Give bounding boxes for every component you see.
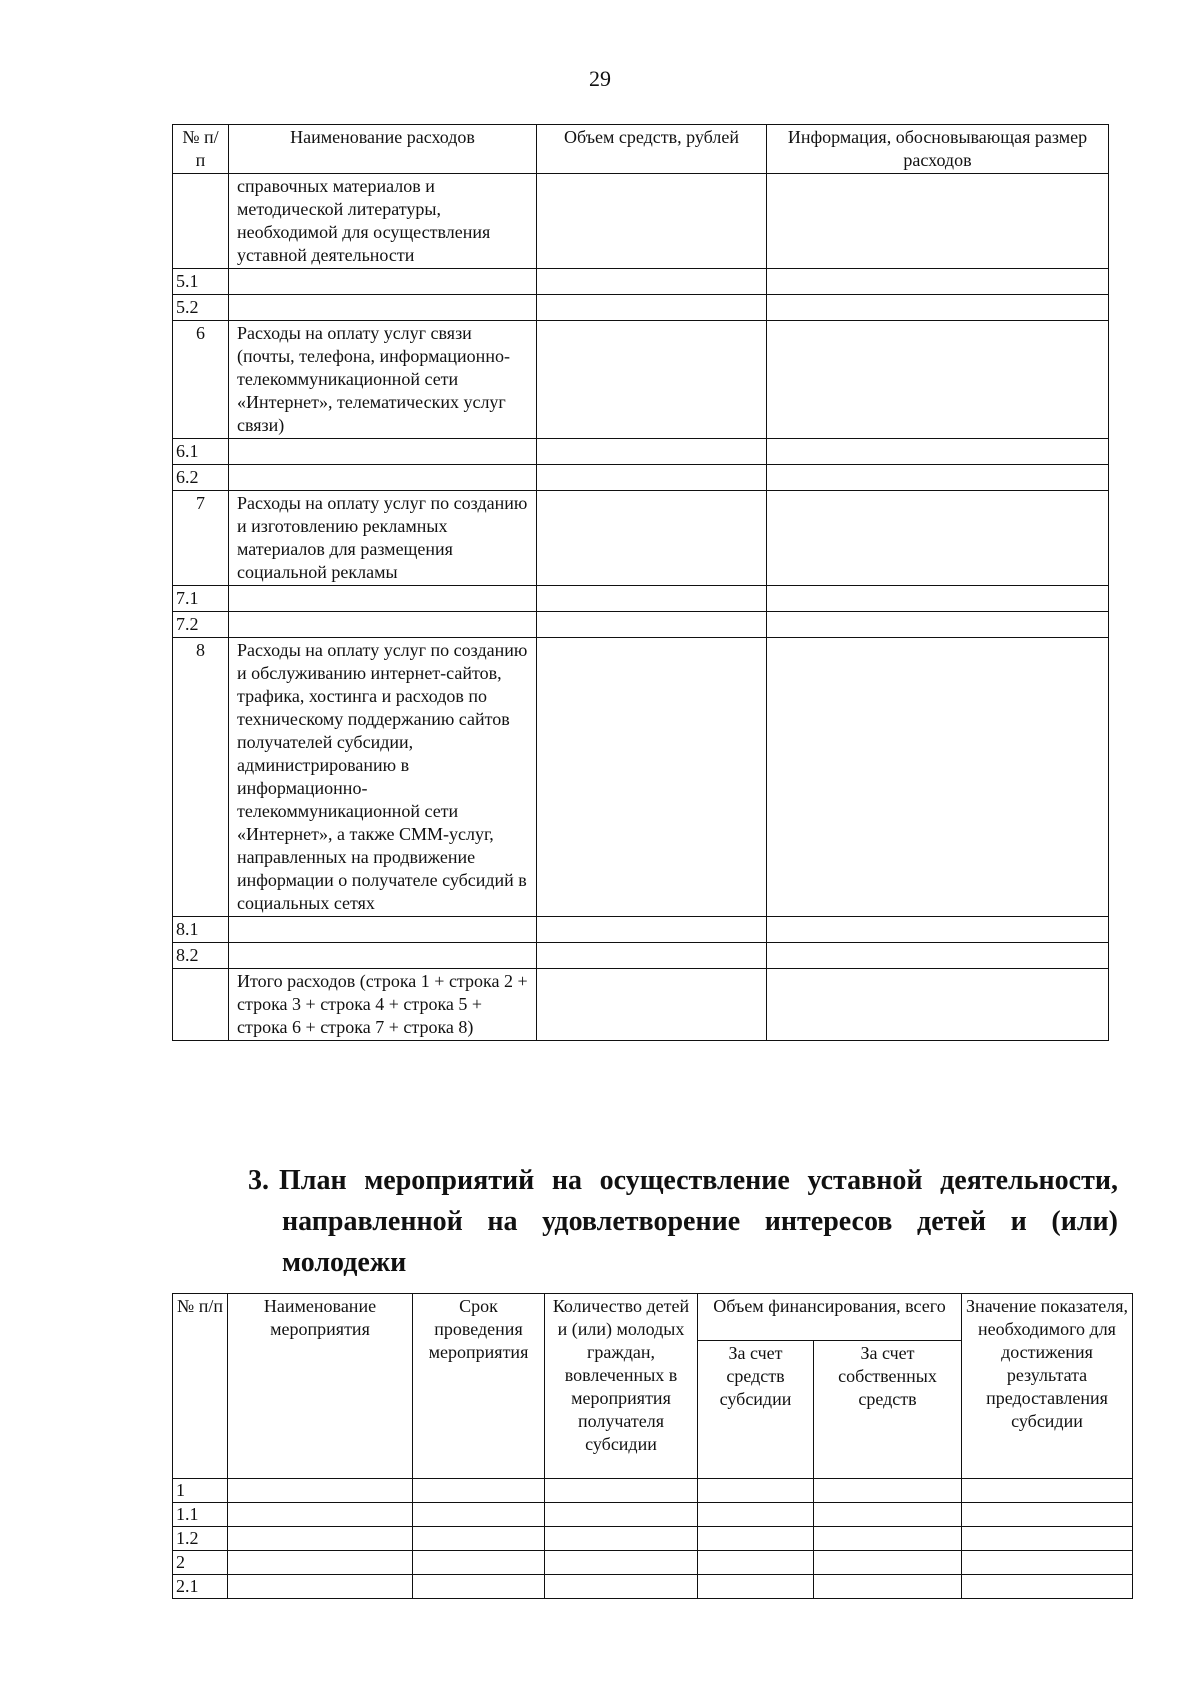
- row-num: 2.1: [173, 1575, 228, 1599]
- row-num: 6: [173, 321, 229, 439]
- cell: [814, 1527, 962, 1551]
- table-row: [173, 943, 1109, 969]
- cell: [814, 1551, 962, 1575]
- row-expense-name: [229, 269, 537, 295]
- header-expense-name: Наименование расходов: [229, 125, 537, 174]
- header-indicator-value: Значение показателя, необходимого для достижения результата предоставления субсидии: [962, 1294, 1133, 1479]
- row-num: 7: [173, 491, 229, 586]
- row-amount-cell: [537, 269, 767, 295]
- row-amount-cell: [537, 612, 767, 638]
- row-info-cell: [767, 638, 1109, 917]
- table-row: [173, 174, 1109, 269]
- row-expense-name: Расходы на оплату услуг по созданию и обслуживанию интернет-сайтов, трафика, хостинга и расходов по техническому поддержанию сайтов получателей субсидии, администрированию в информационно-телекоммуникационной сети «Интернет», а также СММ-услуг, направленных на продвижение информации о получателе субсидий в социальных сетях: [229, 638, 537, 917]
- table-row: [173, 586, 1109, 612]
- row-amount-cell: [537, 491, 767, 586]
- page-number: 29: [589, 66, 611, 91]
- cell: [962, 1503, 1133, 1527]
- row-expense-name: [229, 612, 537, 638]
- row-info-cell: [767, 269, 1109, 295]
- row-expense-name: [229, 465, 537, 491]
- row-expense-name: [229, 586, 537, 612]
- row-expense-name: [229, 295, 537, 321]
- cell: [698, 1527, 814, 1551]
- row-info-cell: [767, 586, 1109, 612]
- cell: [228, 1527, 413, 1551]
- table-row: [173, 1551, 1133, 1575]
- section-title-line-3: молодежи: [282, 1247, 407, 1278]
- cell: [545, 1527, 698, 1551]
- section-title-line-2: направленной на удовлетворение интересов детей и (или): [282, 1206, 1118, 1237]
- row-num: 6.2: [173, 465, 229, 491]
- row-expense-name: [229, 917, 537, 943]
- section-title-line-1: План мероприятий на осуществление уставной деятельности,: [279, 1165, 1118, 1196]
- row-amount-cell: [537, 638, 767, 917]
- cell: [698, 1479, 814, 1503]
- cell: [545, 1503, 698, 1527]
- events-plan-table: [172, 1293, 1133, 1599]
- row-info-cell: [767, 465, 1109, 491]
- table-row: [173, 321, 1109, 439]
- table-row: [173, 1479, 1133, 1503]
- header-event-name: Наименование мероприятия: [228, 1294, 413, 1479]
- table-row: [173, 465, 1109, 491]
- cell: [228, 1551, 413, 1575]
- row-num: 6.1: [173, 439, 229, 465]
- header-own-funds: За счет собственных средств: [814, 1341, 962, 1479]
- cell: [413, 1551, 545, 1575]
- row-amount-cell: [537, 943, 767, 969]
- row-num: [173, 969, 229, 1041]
- header-num: № п/п: [173, 1294, 228, 1479]
- row-amount-cell: [537, 465, 767, 491]
- row-num: 1: [173, 1479, 228, 1503]
- row-info-cell: [767, 612, 1109, 638]
- cell: [545, 1551, 698, 1575]
- cell: [228, 1479, 413, 1503]
- cell: [814, 1479, 962, 1503]
- row-info-cell: [767, 321, 1109, 439]
- table-row: [173, 1575, 1133, 1599]
- row-amount-cell: [537, 174, 767, 269]
- table-row: [173, 269, 1109, 295]
- row-expense-name: справочных материалов и методической литературы, необходимой для осуществления уставной деятельности: [229, 174, 537, 269]
- row-info-cell: [767, 439, 1109, 465]
- row-info-cell: [767, 295, 1109, 321]
- section-number: 3.: [248, 1165, 269, 1196]
- row-num: [173, 174, 229, 269]
- header-amount: Объем средств, рублей: [537, 125, 767, 174]
- cell: [228, 1503, 413, 1527]
- row-amount-cell: [537, 917, 767, 943]
- cell: [413, 1503, 545, 1527]
- total-label: Итого расходов (строка 1 + строка 2 + строка 3 + строка 4 + строка 5 + строка 6 + строка 7 + строка 8): [229, 969, 537, 1041]
- row-num: 5.1: [173, 269, 229, 295]
- row-expense-name: [229, 439, 537, 465]
- expenses-table: [172, 124, 1109, 1041]
- cell: [698, 1575, 814, 1599]
- row-num: 2: [173, 1551, 228, 1575]
- cell: [228, 1575, 413, 1599]
- table-row: [173, 917, 1109, 943]
- table-row: [173, 612, 1109, 638]
- header-num: № п/п: [173, 125, 229, 174]
- row-info-cell: [767, 174, 1109, 269]
- row-num: 7.1: [173, 586, 229, 612]
- header-justification: Информация, обосновывающая размер расходов: [767, 125, 1109, 174]
- row-info-cell: [767, 969, 1109, 1041]
- table-row: [173, 1503, 1133, 1527]
- table-row: [173, 638, 1109, 917]
- row-expense-name: Расходы на оплату услуг связи (почты, телефона, информационно-телекоммуникационной сети «Интернет», телематических услуг связи): [229, 321, 537, 439]
- row-amount-cell: [537, 586, 767, 612]
- row-num: 1.1: [173, 1503, 228, 1527]
- table-row: [173, 439, 1109, 465]
- cell: [814, 1503, 962, 1527]
- header-financing-total: Объем финансирования, всего: [698, 1294, 962, 1341]
- cell: [962, 1551, 1133, 1575]
- row-info-cell: [767, 917, 1109, 943]
- row-amount-cell: [537, 321, 767, 439]
- row-num: 8: [173, 638, 229, 917]
- row-amount-cell: [537, 439, 767, 465]
- row-amount-cell: [537, 969, 767, 1041]
- row-num: 8.1: [173, 917, 229, 943]
- row-info-cell: [767, 491, 1109, 586]
- header-event-term: Срок проведения мероприятия: [413, 1294, 545, 1479]
- table-row: [173, 295, 1109, 321]
- cell: [698, 1503, 814, 1527]
- cell: [545, 1479, 698, 1503]
- cell: [814, 1575, 962, 1599]
- header-subsidy-funds: За счет средств субсидии: [698, 1341, 814, 1479]
- row-num: 5.2: [173, 295, 229, 321]
- row-info-cell: [767, 943, 1109, 969]
- section-3-heading: [248, 1160, 1118, 1283]
- header-participants-count: Количество детей и (или) молодых граждан, вовлеченных в мероприятия получателя субсидии: [545, 1294, 698, 1479]
- row-amount-cell: [537, 295, 767, 321]
- row-num: 7.2: [173, 612, 229, 638]
- table-row: [173, 1527, 1133, 1551]
- table-row: [173, 491, 1109, 586]
- row-expense-name: Расходы на оплату услуг по созданию и изготовлению рекламных материалов для размещения социальной рекламы: [229, 491, 537, 586]
- row-expense-name: [229, 943, 537, 969]
- cell: [413, 1575, 545, 1599]
- cell: [962, 1527, 1133, 1551]
- cell: [413, 1479, 545, 1503]
- cell: [962, 1575, 1133, 1599]
- row-num: 8.2: [173, 943, 229, 969]
- total-row: [173, 969, 1109, 1041]
- cell: [962, 1479, 1133, 1503]
- cell: [698, 1551, 814, 1575]
- cell: [413, 1527, 545, 1551]
- cell: [545, 1575, 698, 1599]
- row-num: 1.2: [173, 1527, 228, 1551]
